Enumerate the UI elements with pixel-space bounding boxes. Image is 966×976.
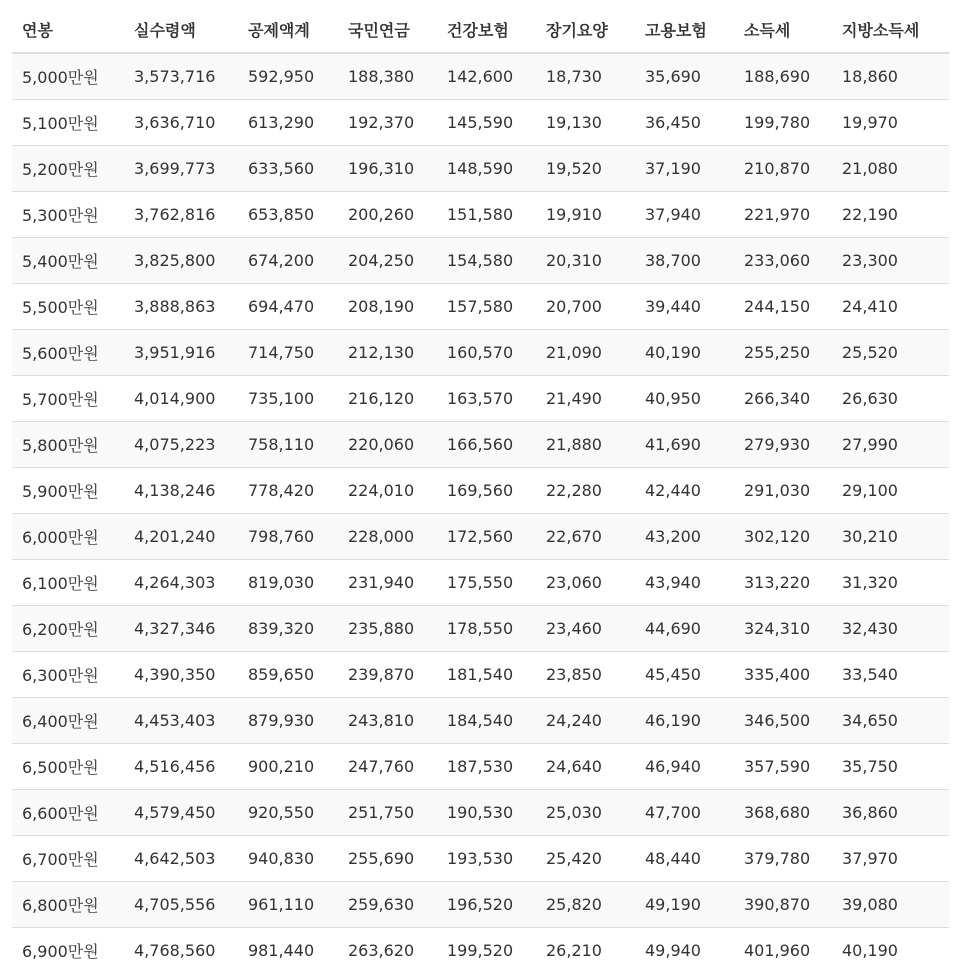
cell-local-income-tax: 24,410 xyxy=(832,284,949,330)
cell-employment-insurance: 40,950 xyxy=(635,376,734,422)
cell-national-pension: 212,130 xyxy=(338,330,437,376)
cell-long-term-care: 19,910 xyxy=(536,192,635,238)
cell-national-pension: 208,190 xyxy=(338,284,437,330)
cell-employment-insurance: 44,690 xyxy=(635,606,734,652)
cell-local-income-tax: 27,990 xyxy=(832,422,949,468)
cell-salary: 6,700만원 xyxy=(12,836,124,882)
cell-net-pay: 4,579,450 xyxy=(124,790,238,836)
cell-income-tax: 324,310 xyxy=(734,606,832,652)
cell-total-deduction: 940,830 xyxy=(238,836,338,882)
cell-health-insurance: 181,540 xyxy=(437,652,536,698)
cell-long-term-care: 26,210 xyxy=(536,928,635,974)
cell-total-deduction: 674,200 xyxy=(238,238,338,284)
cell-national-pension: 216,120 xyxy=(338,376,437,422)
cell-total-deduction: 653,850 xyxy=(238,192,338,238)
cell-net-pay: 3,825,800 xyxy=(124,238,238,284)
cell-national-pension: 196,310 xyxy=(338,146,437,192)
cell-local-income-tax: 35,750 xyxy=(832,744,949,790)
cell-employment-insurance: 37,190 xyxy=(635,146,734,192)
header-total-deduction: 공제액계 xyxy=(238,6,338,53)
cell-national-pension: 231,940 xyxy=(338,560,437,606)
cell-salary: 6,000만원 xyxy=(12,514,124,560)
cell-health-insurance: 154,580 xyxy=(437,238,536,284)
cell-employment-insurance: 42,440 xyxy=(635,468,734,514)
cell-national-pension: 220,060 xyxy=(338,422,437,468)
cell-employment-insurance: 46,190 xyxy=(635,698,734,744)
header-net-pay: 실수령액 xyxy=(124,6,238,53)
cell-salary: 6,900만원 xyxy=(12,928,124,974)
header-salary: 연봉 xyxy=(12,6,124,53)
cell-employment-insurance: 43,200 xyxy=(635,514,734,560)
table-row xyxy=(12,560,949,606)
cell-national-pension: 247,760 xyxy=(338,744,437,790)
cell-income-tax: 379,780 xyxy=(734,836,832,882)
cell-health-insurance: 196,520 xyxy=(437,882,536,928)
cell-health-insurance: 166,560 xyxy=(437,422,536,468)
cell-total-deduction: 900,210 xyxy=(238,744,338,790)
table-header xyxy=(12,6,949,53)
cell-net-pay: 4,201,240 xyxy=(124,514,238,560)
cell-health-insurance: 175,550 xyxy=(437,560,536,606)
cell-long-term-care: 20,310 xyxy=(536,238,635,284)
cell-long-term-care: 25,420 xyxy=(536,836,635,882)
cell-total-deduction: 613,290 xyxy=(238,100,338,146)
cell-total-deduction: 694,470 xyxy=(238,284,338,330)
header-employment-insurance: 고용보험 xyxy=(635,6,734,53)
cell-local-income-tax: 31,320 xyxy=(832,560,949,606)
cell-total-deduction: 819,030 xyxy=(238,560,338,606)
cell-local-income-tax: 29,100 xyxy=(832,468,949,514)
cell-salary: 5,900만원 xyxy=(12,468,124,514)
cell-income-tax: 390,870 xyxy=(734,882,832,928)
cell-net-pay: 4,453,403 xyxy=(124,698,238,744)
cell-employment-insurance: 46,940 xyxy=(635,744,734,790)
cell-national-pension: 228,000 xyxy=(338,514,437,560)
cell-salary: 5,200만원 xyxy=(12,146,124,192)
cell-salary: 5,100만원 xyxy=(12,100,124,146)
cell-employment-insurance: 49,190 xyxy=(635,882,734,928)
cell-health-insurance: 193,530 xyxy=(437,836,536,882)
cell-income-tax: 210,870 xyxy=(734,146,832,192)
cell-salary: 6,100만원 xyxy=(12,560,124,606)
table-row xyxy=(12,468,949,514)
cell-long-term-care: 22,280 xyxy=(536,468,635,514)
table-body xyxy=(12,53,949,973)
cell-total-deduction: 961,110 xyxy=(238,882,338,928)
cell-income-tax: 335,400 xyxy=(734,652,832,698)
cell-salary: 6,400만원 xyxy=(12,698,124,744)
cell-local-income-tax: 40,190 xyxy=(832,928,949,974)
table-row xyxy=(12,790,949,836)
cell-local-income-tax: 34,650 xyxy=(832,698,949,744)
cell-local-income-tax: 25,520 xyxy=(832,330,949,376)
cell-health-insurance: 187,530 xyxy=(437,744,536,790)
cell-total-deduction: 839,320 xyxy=(238,606,338,652)
cell-employment-insurance: 41,690 xyxy=(635,422,734,468)
cell-net-pay: 4,705,556 xyxy=(124,882,238,928)
table-row xyxy=(12,238,949,284)
cell-long-term-care: 21,090 xyxy=(536,330,635,376)
header-health-insurance: 건강보험 xyxy=(437,6,536,53)
cell-local-income-tax: 26,630 xyxy=(832,376,949,422)
cell-long-term-care: 21,880 xyxy=(536,422,635,468)
cell-health-insurance: 160,570 xyxy=(437,330,536,376)
cell-national-pension: 204,250 xyxy=(338,238,437,284)
cell-net-pay: 4,390,350 xyxy=(124,652,238,698)
cell-net-pay: 3,573,716 xyxy=(124,53,238,100)
cell-income-tax: 313,220 xyxy=(734,560,832,606)
cell-health-insurance: 169,560 xyxy=(437,468,536,514)
cell-total-deduction: 981,440 xyxy=(238,928,338,974)
cell-income-tax: 401,960 xyxy=(734,928,832,974)
cell-long-term-care: 25,820 xyxy=(536,882,635,928)
cell-employment-insurance: 43,940 xyxy=(635,560,734,606)
cell-income-tax: 302,120 xyxy=(734,514,832,560)
cell-local-income-tax: 30,210 xyxy=(832,514,949,560)
cell-national-pension: 243,810 xyxy=(338,698,437,744)
cell-salary: 5,700만원 xyxy=(12,376,124,422)
cell-long-term-care: 22,670 xyxy=(536,514,635,560)
cell-income-tax: 255,250 xyxy=(734,330,832,376)
table-row xyxy=(12,744,949,790)
cell-net-pay: 4,075,223 xyxy=(124,422,238,468)
cell-employment-insurance: 49,940 xyxy=(635,928,734,974)
cell-income-tax: 233,060 xyxy=(734,238,832,284)
cell-net-pay: 4,264,303 xyxy=(124,560,238,606)
cell-total-deduction: 920,550 xyxy=(238,790,338,836)
cell-total-deduction: 798,760 xyxy=(238,514,338,560)
cell-national-pension: 239,870 xyxy=(338,652,437,698)
cell-health-insurance: 172,560 xyxy=(437,514,536,560)
table-row xyxy=(12,192,949,238)
cell-salary: 6,200만원 xyxy=(12,606,124,652)
table-row xyxy=(12,146,949,192)
cell-employment-insurance: 36,450 xyxy=(635,100,734,146)
cell-salary: 5,300만원 xyxy=(12,192,124,238)
table-row xyxy=(12,514,949,560)
cell-income-tax: 266,340 xyxy=(734,376,832,422)
cell-long-term-care: 23,460 xyxy=(536,606,635,652)
cell-net-pay: 4,642,503 xyxy=(124,836,238,882)
cell-salary: 5,400만원 xyxy=(12,238,124,284)
cell-local-income-tax: 18,860 xyxy=(832,53,949,100)
cell-national-pension: 259,630 xyxy=(338,882,437,928)
table-row xyxy=(12,882,949,928)
cell-national-pension: 224,010 xyxy=(338,468,437,514)
cell-income-tax: 346,500 xyxy=(734,698,832,744)
cell-income-tax: 221,970 xyxy=(734,192,832,238)
cell-employment-insurance: 39,440 xyxy=(635,284,734,330)
cell-employment-insurance: 47,700 xyxy=(635,790,734,836)
table-row xyxy=(12,376,949,422)
header-long-term-care: 장기요양 xyxy=(536,6,635,53)
cell-local-income-tax: 33,540 xyxy=(832,652,949,698)
cell-income-tax: 199,780 xyxy=(734,100,832,146)
table-row xyxy=(12,836,949,882)
cell-salary: 6,300만원 xyxy=(12,652,124,698)
cell-employment-insurance: 37,940 xyxy=(635,192,734,238)
salary-table xyxy=(12,6,949,973)
header-local-income-tax: 지방소득세 xyxy=(832,6,949,53)
cell-total-deduction: 735,100 xyxy=(238,376,338,422)
cell-local-income-tax: 32,430 xyxy=(832,606,949,652)
cell-health-insurance: 199,520 xyxy=(437,928,536,974)
cell-employment-insurance: 45,450 xyxy=(635,652,734,698)
cell-net-pay: 4,014,900 xyxy=(124,376,238,422)
cell-local-income-tax: 22,190 xyxy=(832,192,949,238)
table-row xyxy=(12,928,949,974)
cell-total-deduction: 714,750 xyxy=(238,330,338,376)
cell-long-term-care: 24,640 xyxy=(536,744,635,790)
header-row xyxy=(12,6,949,53)
cell-total-deduction: 778,420 xyxy=(238,468,338,514)
cell-salary: 6,500만원 xyxy=(12,744,124,790)
cell-national-pension: 188,380 xyxy=(338,53,437,100)
cell-income-tax: 368,680 xyxy=(734,790,832,836)
cell-long-term-care: 24,240 xyxy=(536,698,635,744)
cell-income-tax: 291,030 xyxy=(734,468,832,514)
cell-net-pay: 3,888,863 xyxy=(124,284,238,330)
cell-health-insurance: 148,590 xyxy=(437,146,536,192)
table-row xyxy=(12,606,949,652)
cell-health-insurance: 184,540 xyxy=(437,698,536,744)
cell-employment-insurance: 40,190 xyxy=(635,330,734,376)
cell-national-pension: 200,260 xyxy=(338,192,437,238)
cell-salary: 5,800만원 xyxy=(12,422,124,468)
cell-total-deduction: 859,650 xyxy=(238,652,338,698)
cell-net-pay: 4,516,456 xyxy=(124,744,238,790)
cell-income-tax: 279,930 xyxy=(734,422,832,468)
cell-net-pay: 3,762,816 xyxy=(124,192,238,238)
table-row xyxy=(12,422,949,468)
cell-net-pay: 4,327,346 xyxy=(124,606,238,652)
cell-net-pay: 4,768,560 xyxy=(124,928,238,974)
cell-total-deduction: 758,110 xyxy=(238,422,338,468)
header-income-tax: 소득세 xyxy=(734,6,832,53)
cell-health-insurance: 178,550 xyxy=(437,606,536,652)
cell-long-term-care: 25,030 xyxy=(536,790,635,836)
cell-employment-insurance: 35,690 xyxy=(635,53,734,100)
cell-salary: 5,500만원 xyxy=(12,284,124,330)
salary-table-container xyxy=(12,6,949,973)
cell-local-income-tax: 37,970 xyxy=(832,836,949,882)
cell-national-pension: 263,620 xyxy=(338,928,437,974)
cell-local-income-tax: 39,080 xyxy=(832,882,949,928)
cell-health-insurance: 163,570 xyxy=(437,376,536,422)
cell-long-term-care: 18,730 xyxy=(536,53,635,100)
cell-total-deduction: 592,950 xyxy=(238,53,338,100)
cell-employment-insurance: 48,440 xyxy=(635,836,734,882)
cell-salary: 6,600만원 xyxy=(12,790,124,836)
cell-local-income-tax: 23,300 xyxy=(832,238,949,284)
cell-health-insurance: 157,580 xyxy=(437,284,536,330)
cell-income-tax: 188,690 xyxy=(734,53,832,100)
cell-total-deduction: 879,930 xyxy=(238,698,338,744)
table-row xyxy=(12,53,949,100)
cell-health-insurance: 142,600 xyxy=(437,53,536,100)
cell-long-term-care: 23,060 xyxy=(536,560,635,606)
cell-salary: 5,600만원 xyxy=(12,330,124,376)
cell-long-term-care: 21,490 xyxy=(536,376,635,422)
cell-health-insurance: 145,590 xyxy=(437,100,536,146)
table-row xyxy=(12,652,949,698)
cell-long-term-care: 19,520 xyxy=(536,146,635,192)
cell-long-term-care: 23,850 xyxy=(536,652,635,698)
cell-employment-insurance: 38,700 xyxy=(635,238,734,284)
cell-salary: 6,800만원 xyxy=(12,882,124,928)
cell-long-term-care: 19,130 xyxy=(536,100,635,146)
cell-national-pension: 255,690 xyxy=(338,836,437,882)
cell-local-income-tax: 36,860 xyxy=(832,790,949,836)
cell-local-income-tax: 19,970 xyxy=(832,100,949,146)
cell-salary: 5,000만원 xyxy=(12,53,124,100)
cell-national-pension: 235,880 xyxy=(338,606,437,652)
table-row xyxy=(12,284,949,330)
table-row xyxy=(12,100,949,146)
cell-income-tax: 244,150 xyxy=(734,284,832,330)
cell-long-term-care: 20,700 xyxy=(536,284,635,330)
cell-total-deduction: 633,560 xyxy=(238,146,338,192)
cell-health-insurance: 190,530 xyxy=(437,790,536,836)
cell-net-pay: 3,636,710 xyxy=(124,100,238,146)
cell-net-pay: 3,951,916 xyxy=(124,330,238,376)
cell-net-pay: 4,138,246 xyxy=(124,468,238,514)
cell-national-pension: 192,370 xyxy=(338,100,437,146)
header-national-pension: 국민연금 xyxy=(338,6,437,53)
cell-income-tax: 357,590 xyxy=(734,744,832,790)
cell-local-income-tax: 21,080 xyxy=(832,146,949,192)
cell-health-insurance: 151,580 xyxy=(437,192,536,238)
cell-net-pay: 3,699,773 xyxy=(124,146,238,192)
table-row xyxy=(12,330,949,376)
cell-national-pension: 251,750 xyxy=(338,790,437,836)
table-row xyxy=(12,698,949,744)
